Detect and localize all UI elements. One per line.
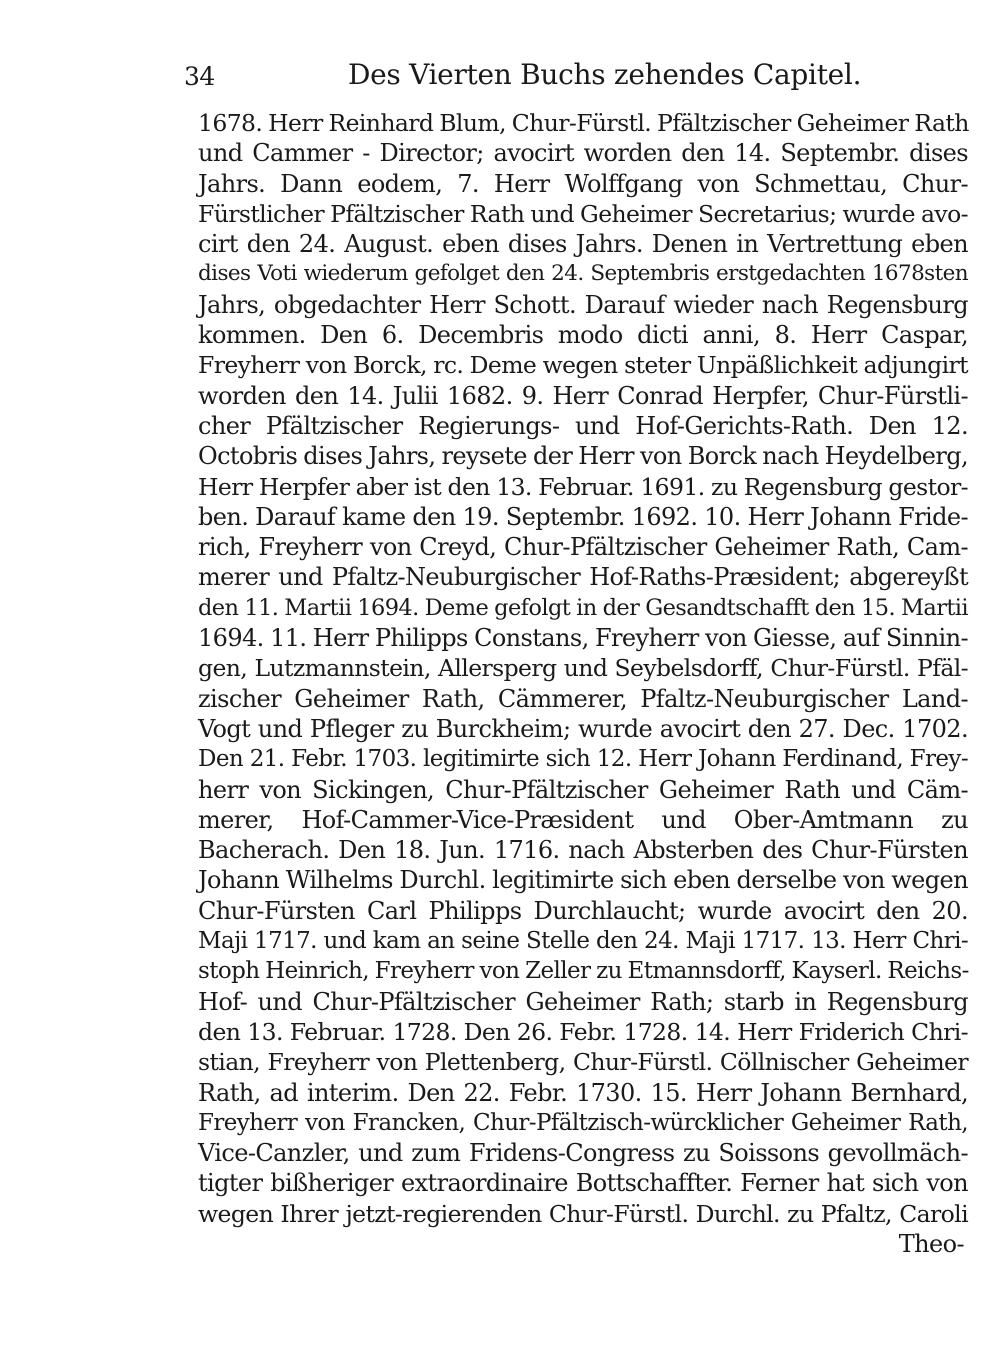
running-head: Des Vierten Buchs zehendes Capitel.	[348, 58, 862, 91]
text-line: Freyherr von Borck, rc. Deme wegen steter Unpäßlichkeit adjungirt	[198, 351, 968, 380]
text-line: cirt den 24. August. eben dises Jahrs. Denen in Vertrettung eben	[198, 230, 968, 259]
page-header	[184, 56, 966, 100]
text-line: Freyherr von Francken, Chur-Pfältzisch-würcklicher Geheimer Rath,	[198, 1109, 968, 1136]
text-line: cher Pfältzischer Regierungs- und Hof-Gerichts-Rath. Den 12.	[198, 411, 968, 440]
text-line: 1678. Herr Reinhard Blum, Chur-Fürstl. Pfältzischer Geheimer Rath	[198, 109, 969, 137]
text-line: ben. Darauf kame den 19. Septembr. 1692. 10. Herr Johann Fride-	[198, 502, 968, 531]
page-number: 34	[184, 62, 215, 91]
text-line: stian, Freyherr von Plettenberg, Chur-Fürstl. Cöllnischer Geheimer	[198, 1048, 968, 1077]
text-line: den 13. Februar. 1728. Den 26. Febr. 1728. 14. Herr Friderich Chri-	[198, 1017, 968, 1046]
body-text	[198, 108, 968, 1259]
text-line: Rath, ad interim. Den 22. Febr. 1730. 15. Herr Johann Bernhard,	[198, 1078, 968, 1107]
text-line: 1694. 11. Herr Philipps Constans, Freyherr von Giesse, auf Sinnin-	[198, 624, 968, 653]
text-line: Maji 1717. und kam an seine Stelle den 24. Maji 1717. 13. Herr Chri-	[198, 928, 968, 955]
text-line: merer, Hof-Cammer-Vice-Præsident und Ober-Amtmann zu	[198, 805, 968, 834]
text-line: Den 21. Febr. 1703. legitimirte sich 12. Herr Johann Ferdinand, Frey-	[198, 746, 968, 773]
text-line: Vice-Canzler, und zum Fridens-Congress zu Soissons gevollmäch-	[198, 1139, 968, 1168]
text-line: tigter bißheriger extraordinaire Bottschaffter. Ferner hat sich von	[198, 1169, 968, 1198]
text-line: rich, Freyherr von Creyd, Chur-Pfältzischer Geheimer Rath, Cam-	[198, 533, 968, 562]
text-line: Chur-Fürsten Carl Philipps Durchlaucht; wurde avocirt den 20.	[198, 896, 968, 925]
text-line: merer und Pfaltz-Neuburgischer Hof-Raths-Præsident; abgereyßt	[198, 563, 968, 592]
text-line: den 11. Martii 1694. Deme gefolgt in der Gesandtschafft den 15. Martii	[198, 594, 968, 621]
text-line: Jahrs. Dann eodem, 7. Herr Wolffgang von Schmettau, Chur-	[198, 169, 968, 198]
text-line: Herr Herpfer aber ist den 13. Februar. 1691. zu Regensburg gestor-	[198, 472, 968, 501]
text-line: wegen Ihrer jetzt-regierenden Chur-Fürstl. Durchl. zu Pfaltz, Caroli	[198, 1199, 968, 1228]
text-line: Octobris dises Jahrs, reysete der Herr von Borck nach Heydelberg,	[198, 442, 968, 471]
text-line: Theo-	[898, 1229, 964, 1258]
text-line: Johann Wilhelms Durchl. legitimirte sich eben derselbe von wegen	[198, 866, 968, 895]
text-line: stoph Heinrich, Freyherr von Zeller zu Etmannsdorff, Kayserl. Reichs-	[198, 958, 969, 985]
text-line: Hof- und Chur-Pfältzischer Geheimer Rath; starb in Regensburg	[198, 987, 968, 1016]
text-line: worden den 14. Julii 1682. 9. Herr Conrad Herpfer, Chur-Fürstli-	[198, 381, 968, 410]
text-line: Bacherach. Den 18. Jun. 1716. nach Absterben des Chur-Fürsten	[198, 836, 968, 865]
text-line: Jahrs, obgedachter Herr Schott. Darauf wieder nach Regensburg	[198, 290, 968, 319]
text-line: Fürstlicher Pfältzischer Rath und Geheimer Secretarius; wurde avo-	[198, 199, 968, 228]
text-line: und Cammer - Director; avocirt worden den 14. Septembr. dises	[198, 139, 968, 168]
text-line: zischer Geheimer Rath, Cämmerer, Pfaltz-Neuburgischer Land-	[198, 684, 968, 713]
text-line: gen, Lutzmannstein, Allersperg und Seybelsdorff, Chur-Fürstl. Pfäl-	[198, 654, 968, 683]
text-line: Vogt und Pfleger zu Burckheim; wurde avocirt den 27. Dec. 1702.	[198, 714, 968, 743]
text-line: kommen. Den 6. Decembris modo dicti anni, 8. Herr Caspar,	[198, 321, 968, 350]
text-line: herr von Sickingen, Chur-Pfältzischer Geheimer Rath und Cäm-	[198, 775, 968, 804]
text-line: dises Voti wiederum gefolget den 24. Septembris erstgedachten 1678sten	[198, 261, 968, 287]
